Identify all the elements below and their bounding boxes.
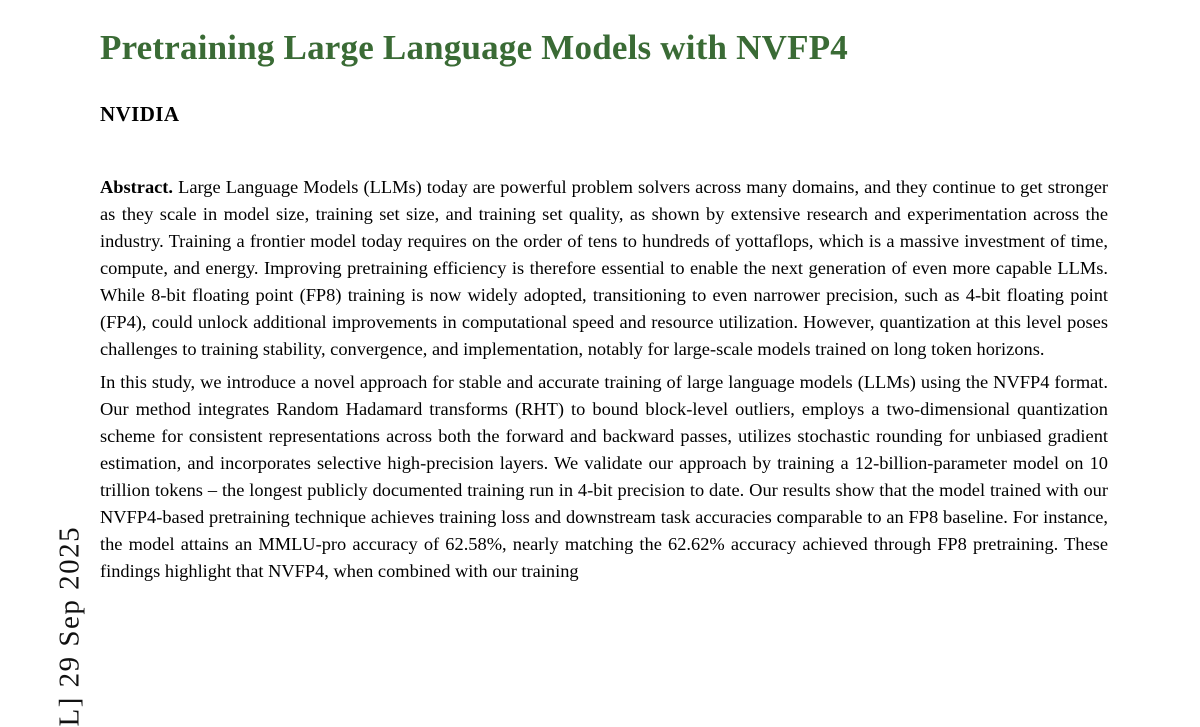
arxiv-vertical-stamp <box>0 0 96 727</box>
abstract-paragraph-1-text: Large Language Models (LLMs) today are powerful problem solvers across many domains, and they continue to get stronger as they scale in model size, training set size, and training set quality, as shown by extensive research and experimentation across the industry. Training a frontier model today requires on the order of tens to hundreds of yottaflops, which is a massive investment of time, compute, and energy. Improving pretraining efficiency is therefore essential to enable the next generation of even more capable LLMs. While 8-bit floating point (FP8) training is now widely adopted, transitioning to even narrower precision, such as 4-bit floating point (FP4), could unlock additional improvements in computational speed and resource utilization. However, quantization at this level poses challenges to training stability, convergence, and implementation, notably for large-scale models trained on long token horizons. <box>100 177 1108 359</box>
abstract-label: Abstract. <box>100 177 174 197</box>
abstract-section <box>100 127 1108 585</box>
page-title: Pretraining Large Language Models with NVFP4 <box>100 28 848 67</box>
abstract-paragraph-1 <box>100 174 1108 363</box>
paper-page <box>100 0 1108 648</box>
author-affiliation: NVIDIA <box>100 102 180 126</box>
arxiv-stamp-text: L] 29 Sep 2025 <box>53 525 86 727</box>
abstract-paragraph-2: In this study, we introduce a novel approach for stable and accurate training of large language models (LLMs) using the NVFP4 format. Our method integrates Random Hadamard transforms (RHT) to bound block-level outliers, employs a two-dimensional quantization scheme for consistent representations across both the forward and backward passes, utilizes stochastic rounding for unbiased gradient estimation, and incorporates selective high-precision layers. We validate our approach by training a 12-billion-parameter model on 10 trillion tokens – the longest publicly documented training run in 4-bit precision to date. Our results show that the model trained with our NVFP4-based pretraining technique achieves training loss and downstream task accuracies comparable to an FP8 baseline. For instance, the model attains an MMLU-pro accuracy of 62.58%, nearly matching the 62.62% accuracy achieved through FP8 pretraining. These findings highlight that NVFP4, when combined with our training <box>100 372 1108 581</box>
